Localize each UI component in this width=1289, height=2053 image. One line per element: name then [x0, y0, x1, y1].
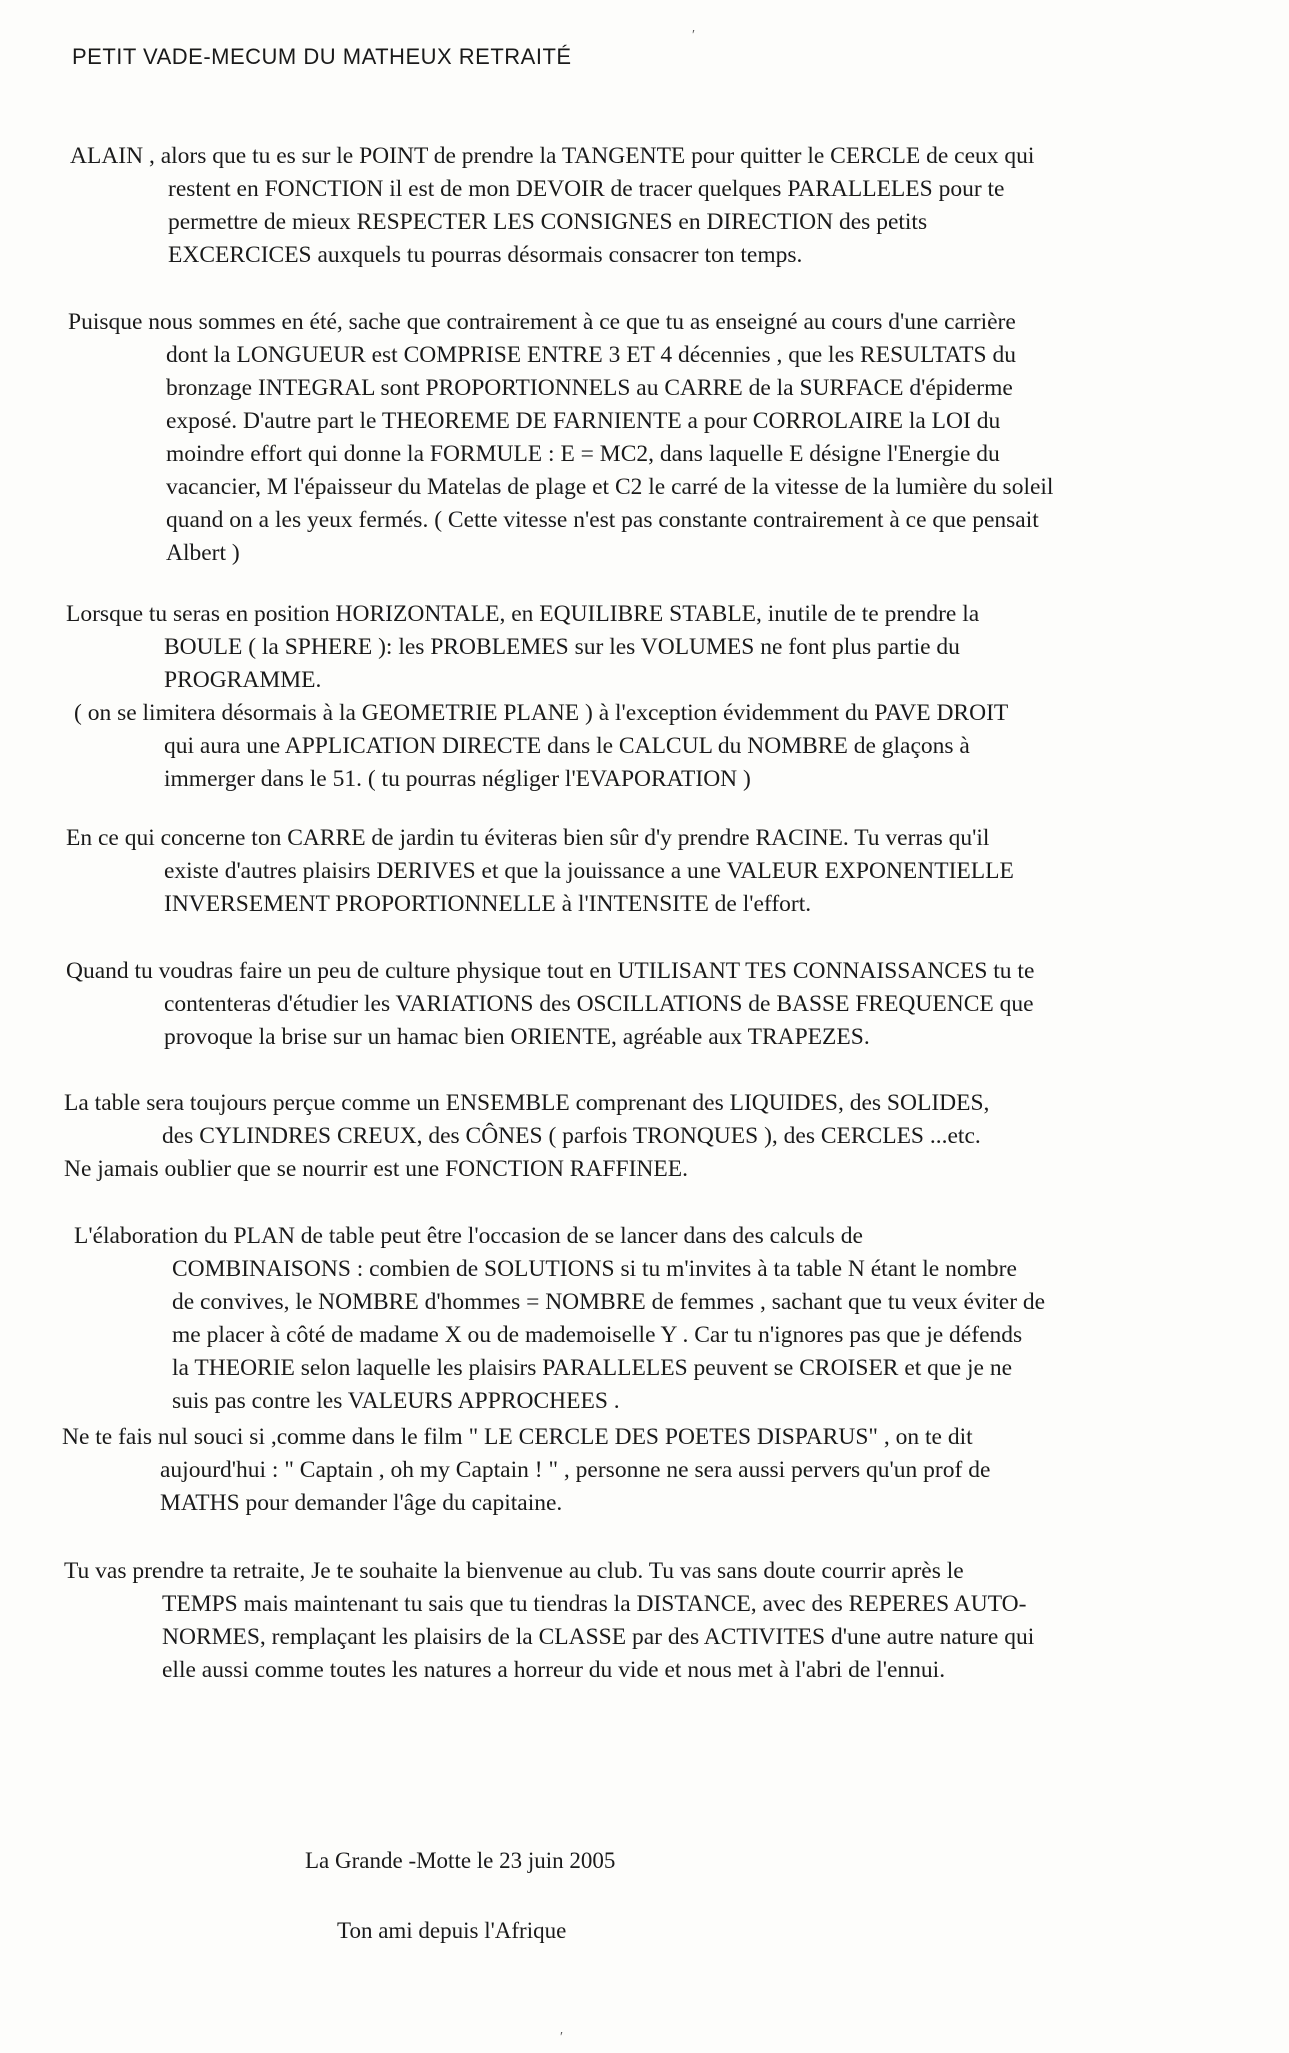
text-line: Quand tu voudras faire un peu de culture physique tout en UTILISANT TES CONNAISSANCES tu te: [66, 958, 1035, 984]
page-title: PETIT VADE-MECUM DU MATHEUX RETRAITÉ: [72, 44, 572, 69]
paragraph-2: [68, 306, 1218, 570]
paragraph-6: [64, 1087, 1214, 1186]
text-line: permettre de mieux RESPECTER LES CONSIGNES en DIRECTION des petits: [168, 209, 928, 235]
text-line: provoque la brise sur un hamac bien ORIENTE, agréable aux TRAPEZES.: [164, 1024, 870, 1050]
paragraph-5: [66, 955, 1216, 1054]
place-and-date: La Grande -Motte le 23 juin 2005: [305, 1848, 616, 1873]
text-line: Albert ): [166, 540, 240, 566]
text-line: Ne te fais nul souci si ,comme dans le film " LE CERCLE DES POETES DISPARUS" , on te dit: [62, 1424, 973, 1450]
text-line: existe d'autres plaisirs DERIVES et que la jouissance a une VALEUR EXPONENTIELLE: [164, 858, 1014, 884]
text-line: NORMES, remplaçant les plaisirs de la CLASSE par des ACTIVITES d'une autre nature qui: [162, 1624, 1035, 1650]
text-line: Tu vas prendre ta retraite, Je te souhaite la bienvenue au club. Tu vas sans doute courrir après le: [64, 1558, 964, 1584]
text-line: suis pas contre les VALEURS APPROCHEES .: [172, 1388, 620, 1414]
text-line: quand on a les yeux fermés. ( Cette vitesse n'est pas constante contrairement à ce que pensait: [166, 507, 1039, 533]
paragraph-9: [64, 1555, 1214, 1687]
text-line: exposé. D'autre part le THEOREME DE FARNIENTE a pour CORROLAIRE la LOI du: [166, 408, 1001, 434]
text-line: restent en FONCTION il est de mon DEVOIR de tracer quelques PARALLELES pour te: [168, 176, 1005, 202]
text-line: ( on se limitera désormais à la GEOMETRIE PLANE ) à l'exception évidemment du PAVE DROIT: [74, 700, 1009, 726]
text-line: BOULE ( la SPHERE ): les PROBLEMES sur les VOLUMES ne font plus partie du: [164, 634, 960, 660]
text-line: En ce qui concerne ton CARRE de jardin tu éviteras bien sûr d'y prendre RACINE. Tu verras qu'il: [66, 825, 990, 851]
scan-mark: ′: [560, 2030, 564, 2045]
text-line: moindre effort qui donne la FORMULE : E = MC2, dans laquelle E désigne l'Energie du: [166, 441, 1000, 467]
paragraph-7: [74, 1220, 1224, 1418]
text-line: PROGRAMME.: [164, 667, 322, 693]
text-line: vacancier, M l'épaisseur du Matelas de plage et C2 le carré de la vitesse de la lumière du soleil: [166, 474, 1054, 500]
text-line: des CYLINDRES CREUX, des CÔNES ( parfois TRONQUES ), des CERCLES ...etc.: [162, 1123, 981, 1149]
paragraph-8: [62, 1421, 1212, 1520]
text-line: Lorsque tu seras en position HORIZONTALE, en EQUILIBRE STABLE, inutile de te prendre la: [66, 601, 980, 627]
paragraph-3: [66, 598, 1216, 796]
text-line: Ne jamais oublier que se nourrir est une FONCTION RAFFINEE.: [64, 1156, 688, 1182]
text-line: qui aura une APPLICATION DIRECTE dans le CALCUL du NOMBRE de glaçons à: [164, 733, 970, 759]
text-line: L'élaboration du PLAN de table peut être l'occasion de se lancer dans des calculs de: [74, 1223, 863, 1249]
text-line: INVERSEMENT PROPORTIONNELLE à l'INTENSITE de l'effort.: [164, 891, 812, 917]
text-line: contenteras d'étudier les VARIATIONS des OSCILLATIONS de BASSE FREQUENCE que: [164, 991, 1034, 1017]
text-line: TEMPS mais maintenant tu sais que tu tiendras la DISTANCE, avec des REPERES AUTO-: [162, 1591, 1027, 1617]
paragraph-4: [66, 822, 1216, 921]
scan-mark: ′: [692, 28, 696, 43]
text-line: dont la LONGUEUR est COMPRISE ENTRE 3 ET 4 décennies , que les RESULTATS du: [166, 342, 1016, 368]
text-line: La table sera toujours perçue comme un ENSEMBLE comprenant des LIQUIDES, des SOLIDES,: [64, 1090, 990, 1116]
text-line: me placer à côté de madame X ou de mademoiselle Y . Car tu n'ignores pas que je défends: [172, 1322, 1023, 1348]
text-line: ALAIN , alors que tu es sur le POINT de prendre la TANGENTE pour quitter le CERCLE de ceux qui: [70, 143, 1035, 169]
text-line: EXCERCICES auxquels tu pourras désormais consacrer ton temps.: [168, 242, 803, 268]
text-line: la THEORIE selon laquelle les plaisirs PARALLELES peuvent se CROISER et que je ne: [172, 1355, 1012, 1381]
text-line: bronzage INTEGRAL sont PROPORTIONNELS au CARRE de la SURFACE d'épiderme: [166, 375, 1013, 401]
text-line: elle aussi comme toutes les natures a horreur du vide et nous met à l'abri de l'ennui.: [162, 1657, 946, 1683]
text-line: COMBINAISONS : combien de SOLUTIONS si tu m'invites à ta table N étant le nombre: [172, 1256, 1017, 1282]
text-line: immerger dans le 51. ( tu pourras négliger l'EVAPORATION ): [164, 766, 751, 792]
paragraph-1: [70, 140, 1220, 272]
text-line: de convives, le NOMBRE d'hommes = NOMBRE de femmes , sachant que tu veux éviter de: [172, 1289, 1046, 1315]
text-line: aujourd'hui : " Captain , oh my Captain ! " , personne ne sera aussi pervers qu'un prof de: [160, 1457, 991, 1483]
text-line: MATHS pour demander l'âge du capitaine.: [160, 1490, 563, 1516]
text-line: Puisque nous sommes en été, sache que contrairement à ce que tu as enseigné au cours d'une carrière: [68, 309, 1016, 335]
closing-line: Ton ami depuis l'Afrique: [337, 1918, 567, 1943]
